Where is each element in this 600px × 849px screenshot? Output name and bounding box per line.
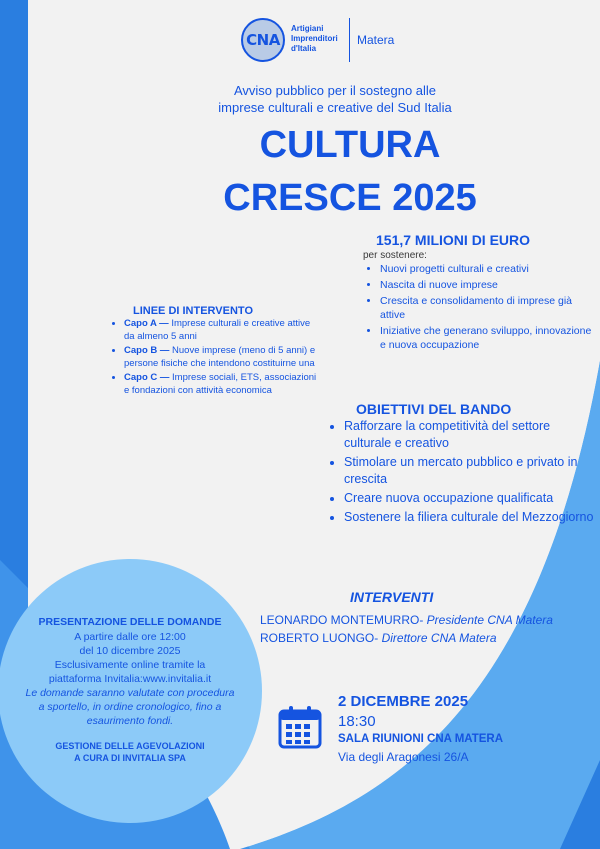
event-date: 2 DICEMBRE 2025: [338, 693, 469, 710]
linee-item: [124, 345, 320, 370]
obiettivi-list: [330, 418, 595, 528]
main-title-line-1: CULTURA: [259, 124, 441, 166]
speaker-2: [260, 631, 600, 645]
linee-item: [124, 318, 320, 343]
logo-city: Matera: [357, 33, 395, 47]
presentazione-box: [25, 615, 235, 764]
calendar-icon: [277, 704, 323, 750]
funding-item: • Nascita di nuove imprese: [380, 278, 596, 292]
intro-line-2: imprese culturali e creative del Sud Italia: [218, 100, 452, 115]
intro-text: [190, 82, 480, 116]
linee-item-label: Capo A —: [124, 318, 169, 329]
linee-item-label: Capo B —: [124, 345, 170, 356]
cna-logo: [241, 18, 421, 64]
speaker-role: Direttore CNA Matera: [381, 631, 497, 645]
interventi-heading: INTERVENTI: [350, 589, 434, 605]
presentazione-note: Le domande saranno valutate con procedura a sportello, in ordine cronologico, fino a esaurimento fondi.: [25, 687, 235, 727]
obiettivi-item: • Stimolare un mercato pubblico e privato in crescita: [344, 454, 595, 488]
gestione-line-1: GESTIONE DELLE AGEVOLAZIONI: [55, 741, 205, 751]
presentazione-line-4: piattaforma Invitalia:www.invitalia.it: [48, 673, 212, 685]
speaker-name: LEONARDO MONTEMURRO-: [260, 613, 427, 627]
speaker-name: ROBERTO LUONGO-: [260, 631, 382, 645]
presentazione-line-2: del 10 dicembre 2025: [79, 645, 181, 657]
logo-line-2: Imprenditori: [291, 34, 338, 43]
speaker-role: Presidente CNA Matera: [426, 613, 553, 627]
linee-item-text: Imprese culturali e creative attive da almeno 5 anni: [124, 318, 311, 342]
presentazione-line-3: Esclusivamente online tramite la: [54, 659, 206, 671]
event-time: 18:30: [338, 713, 376, 730]
funding-item: • Iniziative che generano sviluppo, innovazione e nuova occupazione: [380, 324, 596, 352]
linee-item-label: Capo C —: [124, 372, 170, 383]
event-address: Via degli Aragonesi 26/A: [338, 750, 469, 764]
obiettivi-heading: OBIETTIVI DEL BANDO: [356, 401, 512, 417]
logo-line-3: d'Italia: [291, 44, 317, 53]
cna-logo-mark-text: CNA: [246, 31, 280, 49]
funding-intro: per sostenere:: [363, 250, 427, 261]
cna-logo-text: [291, 24, 338, 54]
presentazione-line-1: A partire dalle ore 12:00: [74, 631, 186, 643]
funding-list: [366, 262, 596, 354]
linee-heading: LINEE DI INTERVENTO: [133, 305, 254, 317]
linee-item-text: Nuove imprese (meno di 5 anni) e persone fisiche che intendono costituirne una: [124, 345, 316, 369]
speaker-1: [260, 613, 600, 627]
obiettivi-item: • Creare nuova occupazione qualificata: [344, 490, 595, 507]
logo-line-1: Artigiani: [291, 24, 324, 33]
funding-amount: 151,7 MILIONI DI EURO: [376, 232, 531, 248]
logo-divider: [349, 18, 350, 62]
obiettivi-item: • Rafforzare la competitività del settore culturale e creativo: [344, 418, 595, 452]
linee-item: [124, 372, 320, 397]
event-venue: SALA RIUNIONI CNA MATERA: [338, 733, 504, 745]
gestione-line-2: A CURA DI INVITALIA SPA: [74, 753, 186, 763]
cna-logo-mark: [241, 18, 285, 62]
obiettivi-item: • Sostenere la filiera culturale del Mezzogiorno: [344, 509, 595, 526]
linee-list: [110, 318, 320, 399]
funding-item: • Nuovi progetti culturali e creativi: [380, 262, 596, 276]
linee-item-text: Imprese sociali, ETS, associazioni e fondazioni con attività economica: [124, 372, 317, 396]
funding-item: • Crescita e consolidamento di imprese già attive: [380, 294, 596, 322]
intro-line-1: Avviso pubblico per il sostegno alle: [233, 83, 437, 98]
main-title-line-2: CRESCE 2025: [223, 177, 477, 219]
gestione-text: [25, 740, 235, 764]
presentazione-heading: PRESENTAZIONE DELLE DOMANDE: [38, 616, 222, 628]
top-left-dark-strip: [0, 0, 28, 630]
